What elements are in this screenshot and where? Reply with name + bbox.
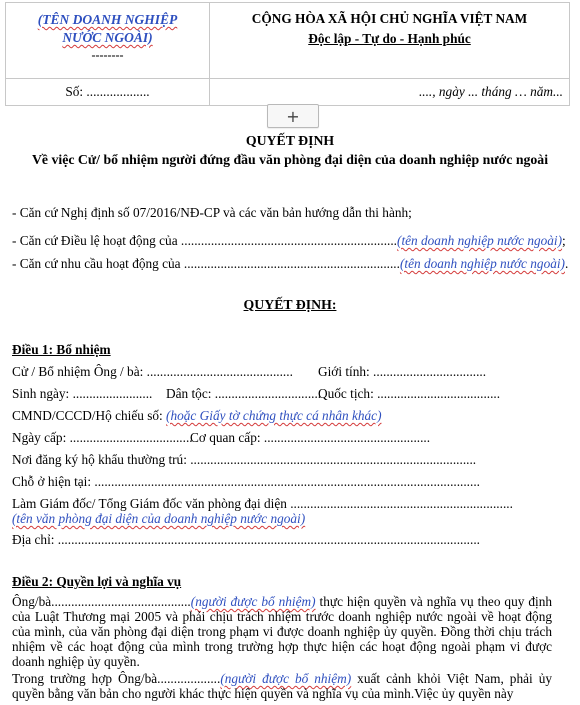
- p2-lead: Trong trường hợp Ông/bà...................: [12, 671, 221, 686]
- issue-date-line: Ngày cấp: .....................................: [12, 430, 193, 445]
- article1-heading: [12, 342, 111, 358]
- article2-paragraph-1: [12, 594, 552, 669]
- id-label: CMND/CCCD/Hộ chiếu số:: [12, 408, 163, 423]
- basis-note: (tên doanh nghiệp nước ngoài): [397, 233, 563, 248]
- basis-tail: .: [565, 256, 569, 271]
- number-cell: [6, 79, 210, 106]
- p1-lead: Ông/bà..........................................: [12, 594, 191, 609]
- country-name: CỘNG HÒA XÃ HỘI CHỦ NGHĨA VIỆT NAM: [251, 11, 528, 26]
- p1-body: thực hiện quyền và nghĩa vụ theo quy định của Luật Thương mại 2005 và phải chịu trách nhiệm trước doanh nghiệp nước ngoài về hoạt động của mình, của văn phòng đại diện trong phạm vi được doanh nghiệp ủy quyền. Đồng thời chịu trách nhiệm về các hoạt động của mình trong trường hợp thực hiện các hoạt động ngoài phạm vi được doanh nghiệp ủy quyền.: [12, 594, 552, 669]
- national-cell: [210, 3, 570, 79]
- company-dashes: --------: [91, 48, 124, 62]
- id-note: (hoặc Giấy tờ chứng thực cá nhân khác): [166, 408, 382, 423]
- appoint-line: Cử / Bổ nhiệm Ông / bà: ............................................: [12, 364, 293, 379]
- basis-line-1: [12, 205, 412, 221]
- office-address-line: Địa chỉ: ...............................................................................................................................: [12, 532, 480, 547]
- p1-note: (người được bổ nhiệm): [190, 594, 316, 609]
- plus-icon: +: [286, 106, 300, 126]
- header-table: [5, 2, 570, 106]
- document-number: Số: ...................: [65, 84, 150, 99]
- decision-heading: [0, 297, 580, 313]
- basis-text: - Căn cứ Nghị định số 07/2016/NĐ-CP và các văn bản hướng dẫn thi hành;: [12, 205, 412, 220]
- current-address-line: Chỗ ở hiện tại: ....................................................................................................................: [12, 474, 480, 489]
- document-date: ...., ngày ... tháng … năm...: [418, 84, 563, 99]
- article2-heading: [12, 574, 181, 590]
- insert-row-button[interactable]: [267, 104, 319, 128]
- company-name-line1: (TÊN DOANH NGHIỆP: [37, 12, 178, 27]
- decision-heading-text: QUYẾT ĐỊNH:: [243, 297, 337, 312]
- dob-line: Sinh ngày: ........................: [12, 386, 153, 401]
- article1-heading-text: Điều 1: Bổ nhiệm: [12, 342, 111, 357]
- company-cell: [6, 3, 210, 79]
- basis-line-3: [12, 256, 568, 272]
- basis-text: - Căn cứ nhu cầu hoạt động của .................................................................: [12, 256, 400, 271]
- basis-tail: ;: [562, 233, 566, 248]
- position-line: Làm Giám đốc/ Tổng Giám đốc văn phòng đại diện ...................................................................: [12, 496, 513, 511]
- national-motto: Độc lập - Tự do - Hạnh phúc: [308, 31, 471, 46]
- decision-subject: Về việc Cử/ bổ nhiệm người đứng đầu văn phòng đại diện của doanh nghiệp nước ngoài: [31, 152, 549, 167]
- date-cell: [210, 79, 570, 106]
- company-name-line2: NƯỚC NGOÀI): [62, 30, 153, 45]
- ethnic-line: Dân tộc: ................................: [166, 386, 322, 401]
- basis-note: (tên doanh nghiệp nước ngoài): [399, 256, 565, 271]
- office-note-line: [12, 511, 305, 527]
- basis-line-2: [12, 233, 566, 249]
- registered-address-line: Nơi đăng ký hộ khẩu thường trú: ......................................................................................: [12, 452, 477, 467]
- nationality-line: Quốc tịch: .....................................: [318, 386, 501, 401]
- basis-text: - Căn cứ Điều lệ hoạt động của .................................................................: [12, 233, 398, 248]
- article2-heading-text: Điều 2: Quyền lợi và nghĩa vụ: [12, 574, 182, 589]
- id-line: [12, 408, 382, 424]
- p2-body: xuất cảnh khỏi Việt Nam, phải ủy quyền bằng văn bản cho người khác thực hiện quyền và nghĩa vụ của mình.Việc ủy quyền này: [12, 671, 552, 701]
- decision-title: QUYẾT ĐỊNH: [245, 133, 335, 148]
- article2-paragraph-2: [12, 671, 552, 701]
- gender-line: Giới tính: ..................................: [318, 364, 487, 379]
- issuer-line: Cơ quan cấp: ..................................................: [190, 430, 431, 445]
- office-note: (tên văn phòng đại diện của doanh nghiệp nước ngoài): [12, 511, 306, 526]
- p2-note: (người được bổ nhiệm): [220, 671, 352, 686]
